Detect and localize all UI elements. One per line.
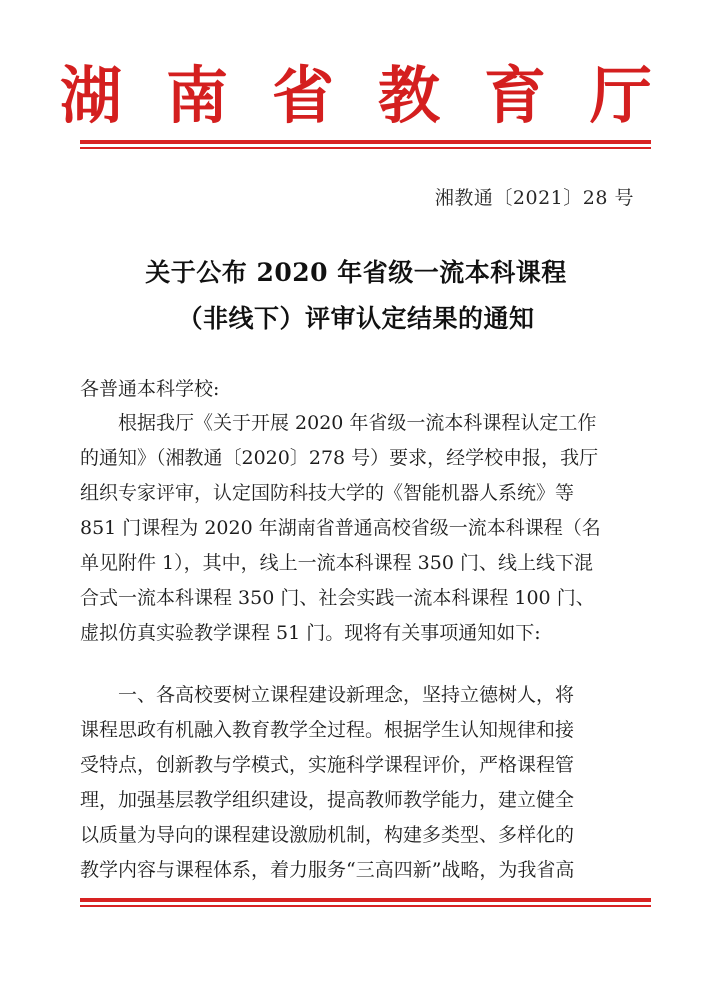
paragraph-line: 课程思政有机融入教育教学全过程。根据学生认知规律和接 bbox=[80, 719, 575, 741]
paragraph-line: 单见附件 1），其中，线上一流本科课程 350 门、线上线下混 bbox=[80, 552, 593, 574]
salutation: 各普通本科学校: bbox=[80, 378, 220, 400]
paragraph-1 bbox=[80, 406, 650, 651]
notice-title-line-1: 关于公布 2020 年省级一流本科课程 bbox=[145, 258, 567, 287]
masthead-char: 育 bbox=[483, 59, 546, 132]
document-number: 湘教通〔2021〕28 号 bbox=[434, 187, 634, 209]
paragraph-line: 虚拟仿真实验教学课程 51 门。现将有关事项通知如下: bbox=[80, 622, 541, 644]
paragraph-line: 受特点，创新教与学模式，实施科学课程评价，严格课程管 bbox=[80, 754, 575, 776]
paragraph-2 bbox=[80, 678, 650, 888]
masthead-char: 南 bbox=[165, 59, 228, 132]
masthead-char: 教 bbox=[377, 59, 440, 132]
masthead-char: 湖 bbox=[60, 59, 123, 132]
masthead-title bbox=[60, 56, 652, 136]
paragraph-line: 一、各高校要树立课程建设新理念，坚持立德树人，将 bbox=[80, 684, 575, 706]
masthead-char: 省 bbox=[271, 59, 334, 132]
paragraph-line: 组织专家评审，认定国防科技大学的《智能机器人系统》等 bbox=[80, 482, 575, 504]
paragraph-line: 以质量为导向的课程建设激励机制，构建多类型、多样化的 bbox=[80, 824, 575, 846]
paragraph-line: 根据我厅《关于开展 2020 年省级一流本科课程认定工作 bbox=[80, 412, 597, 434]
header-red-rule-thick bbox=[80, 140, 651, 144]
header-red-rule-thin bbox=[80, 147, 651, 149]
paragraph-line: 851 门课程为 2020 年湖南省普通高校省级一流本科课程（名 bbox=[80, 517, 601, 539]
notice-title-line-2: （非线下）评审认定结果的通知 bbox=[177, 304, 535, 333]
footer-red-rule-thick bbox=[80, 898, 651, 902]
footer-red-rule-thin bbox=[80, 905, 651, 907]
paragraph-line: 的通知》（湘教通〔2020〕278 号）要求，经学校申报，我厅 bbox=[80, 447, 599, 469]
paragraph-line: 合式一流本科课程 350 门、社会实践一流本科课程 100 门、 bbox=[80, 587, 595, 609]
paragraph-line: 理，加强基层教学组织建设，提高教师教学能力，建立健全 bbox=[80, 789, 575, 811]
masthead-char: 厅 bbox=[589, 59, 652, 132]
paragraph-line: 教学内容与课程体系，着力服务“三高四新”战略，为我省高 bbox=[80, 859, 575, 881]
